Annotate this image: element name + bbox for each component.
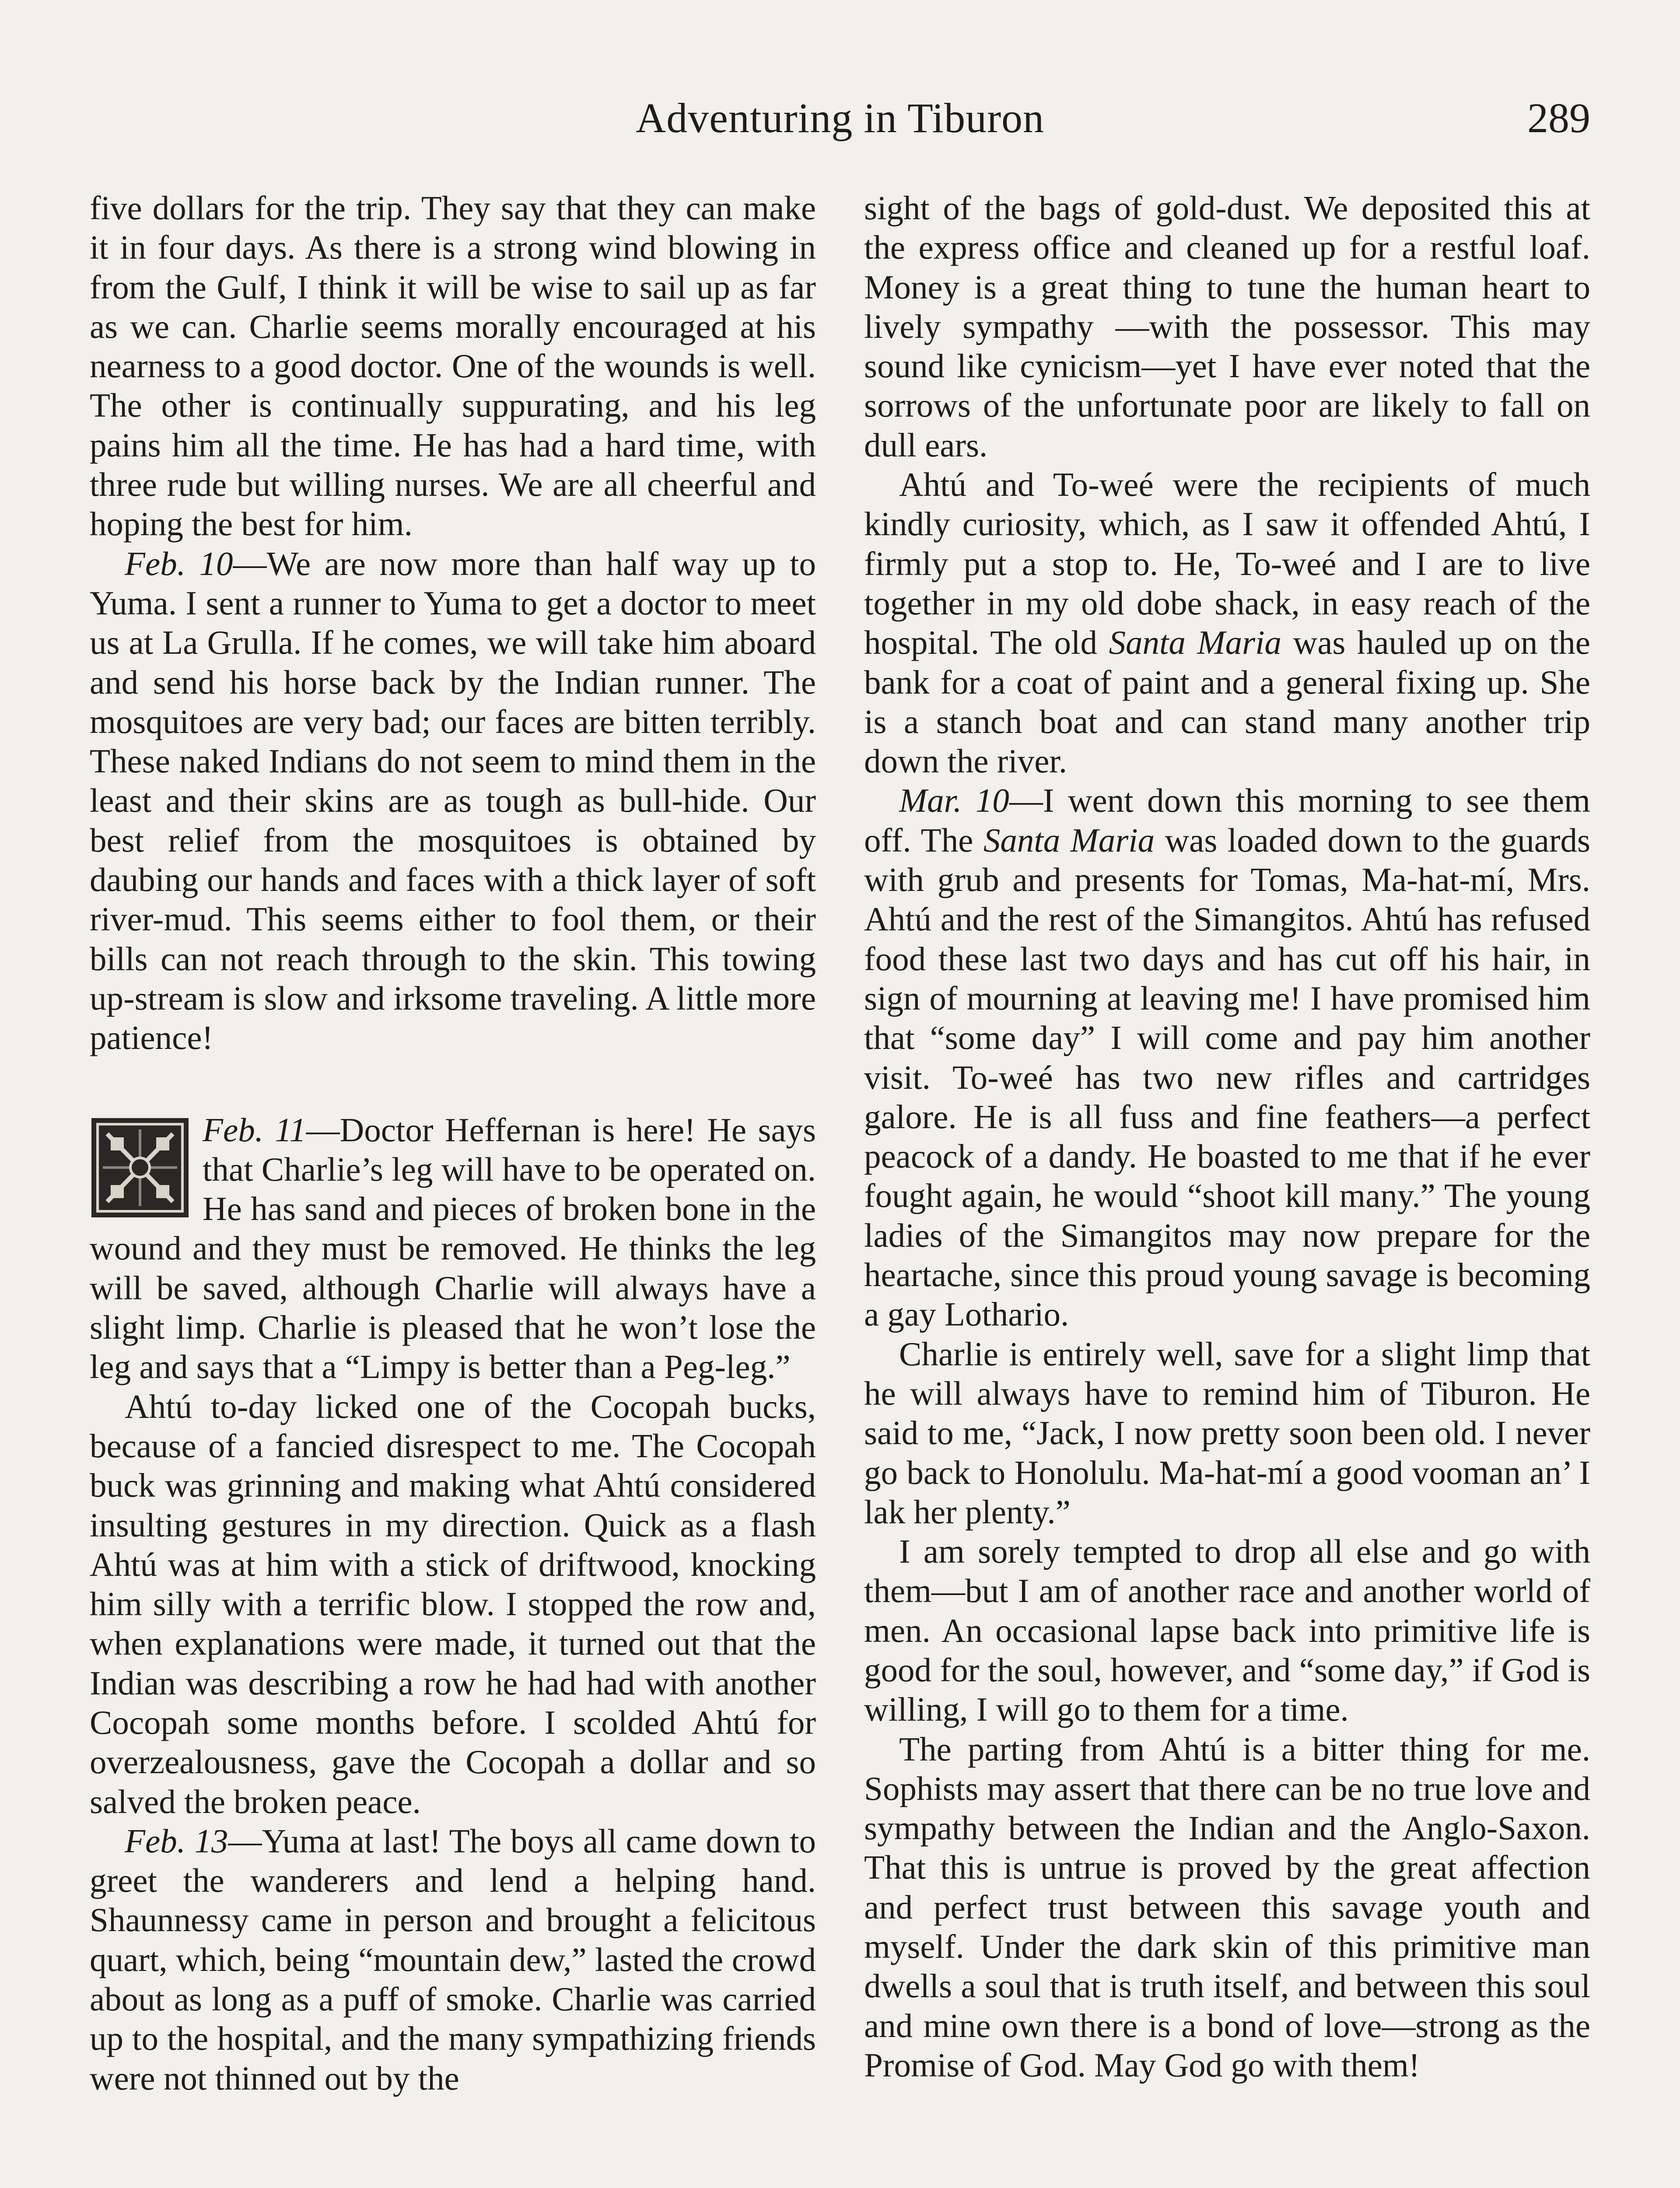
paragraph — [90, 544, 816, 1058]
entry-text: —Doctor Heffernan is here! He says that Charlie’s leg will have to be operated on. He has sand and pieces of broken bone in the wound and they must be removed. He thinks the leg will be saved, although Charlie will always have a slight limp. Charlie is pleased that he won’t lose the leg and says that a “Limpy is better than a Peg-leg.” — [90, 1111, 816, 1386]
paragraph: sight of the bags of gold-dust. We deposited this at the express office and cleaned up for a restful loaf. Money is a great thing to tune the human heart to lively sympathy —with the possessor. This may sound like cynicism—yet I have ever noted that the sorrows of the unfortunate poor are likely to fall on dull ears. — [864, 189, 1590, 464]
paragraph — [864, 781, 1590, 1334]
paragraph — [90, 1821, 816, 2098]
entry-date: Feb. 10 — [125, 544, 233, 582]
paragraph: five dollars for the trip. They say that they can make it in four days. As there is a strong wind blowing in from the Gulf, I think it will be wise to sail up as far as we can. Charlie seems morally encouraged at his nearness to a good doctor. One of the wounds is well. The other is continually suppurating, and his leg pains him all the time. He has had a hard time, with three rude but willing nurses. We are all cheerful and hoping the best for him. — [90, 189, 816, 543]
paragraph-text: —I went down this morning to see them off. The — [864, 782, 1590, 859]
page-header — [90, 94, 1590, 142]
entry-date: Feb. 13 — [125, 1822, 228, 1860]
paragraph: The parting from Ahtú is a bitter thing for me. Sophists may assert that there can be no true love and sympathy between the Indian and the Anglo-Saxon. That this is untrue is proved by the great affection and perfect trust between this savage youth and myself. Under the dark skin of this primitive man dwells a soul that is truth itself, and between this soul and mine own there is a bond of love—strong as the Promise of God. May God go with them! — [864, 1730, 1590, 2084]
section-gap — [90, 1058, 816, 1110]
left-column — [90, 188, 816, 2098]
entry-date: Feb. 11 — [203, 1111, 306, 1149]
paragraph: I am sorely tempted to drop all else and go with them—but I am of another race and another world of men. An occasional lapse back into primitive life is good for the soul, however, and “some day,” if God is willing, I will go to them for a time. — [864, 1532, 1590, 1729]
ship-name: Santa Maria — [983, 821, 1155, 859]
paragraph — [864, 465, 1590, 781]
paragraph-text: was loaded down to the guards with grub and presents for Tomas, Ma-hat-mí, Mrs. Ahtú and the rest of the Simangitos. Ahtú has refused food these last two days and has cut off his hair, in sign of mourning at leaving me! I have promised him that “some day” I will come and pay him another visit. To-weé has two new rifles and cartridges galore. He is all fuss and fine feathers—a perfect peacock of a dandy. He boasted to me that if he ever fought again, he would “shoot kill many.” The young ladies of the Simangitos may now prepare for the heartache, since this proud young savage is becoming a gay Lothario. — [864, 821, 1590, 1333]
paragraph-text: Ahtú and To-weé were the recipients of much kindly curiosity, which, as I saw it offended Ahtú, I firmly put a stop to. He, To-weé and I are to live together in my old dobe shack, in easy reach of the hospital. The old — [864, 466, 1590, 662]
ship-name: Santa Maria — [1109, 624, 1282, 662]
page-number: 289 — [1527, 95, 1590, 141]
right-column — [864, 188, 1590, 2085]
ornamental-dropcap-icon — [90, 1116, 190, 1219]
paragraph: Ahtú to-day licked one of the Cocopah bucks, because of a fancied disrespect to me. The Cocopah buck was grinning and making what Ahtú considered insulting gestures in my direction. Quick as a flash Ahtú was at him with a stick of driftwood, knocking him silly with a terrific blow. I stopped the row and, when explanations were made, it turned out that the Indian was describing a row he had had with another Cocopah some months before. I scolded Ahtú for overzealousness, gave the Cocopah a dollar and so salved the broken peace. — [90, 1387, 816, 1820]
paragraph — [90, 1110, 816, 1387]
entry-text: —We are now more than half way up to Yuma. I sent a runner to Yuma to get a doctor to meet us at La Grulla. If he comes, we will take him aboard and send his horse back by the Indian runner. The mosquitoes are very bad; our faces are bitten terribly. These naked Indians do not seem to mind them in the least and their skins are as tough as bull-hide. Our best relief from the mosquitoes is obtained by daubing our hands and faces with a thick layer of soft river-mud. This seems either to fool them, or their bills can not reach through to the skin. This towing up-stream is slow and irksome traveling. A little more patience! — [90, 544, 816, 1057]
running-title: Adventuring in Tiburon — [635, 95, 1045, 141]
paragraph-text: was hauled up on the bank for a coat of paint and a general fixing up. She is a stanch boat and can stand many another trip down the river. — [864, 624, 1590, 780]
paragraph: Charlie is entirely well, save for a slight limp that he will always have to remind him of Tiburon. He said to me, “Jack, I now pretty soon been old. I never go back to Honolulu. Ma-hat-mí a good vooman an’ I lak her plenty.” — [864, 1335, 1590, 1531]
entry-text: —Yuma at last! The boys all came down to greet the wanderers and lend a helping hand. Shaunnessy came in person and brought a felicitous quart, which, being “mountain dew,” lasted the crowd about as long as a puff of smoke. Charlie was carried up to the hospital, and the many sympathizing friends were not thinned out by the — [90, 1822, 816, 2097]
entry-date: Mar. 10 — [899, 782, 1009, 820]
